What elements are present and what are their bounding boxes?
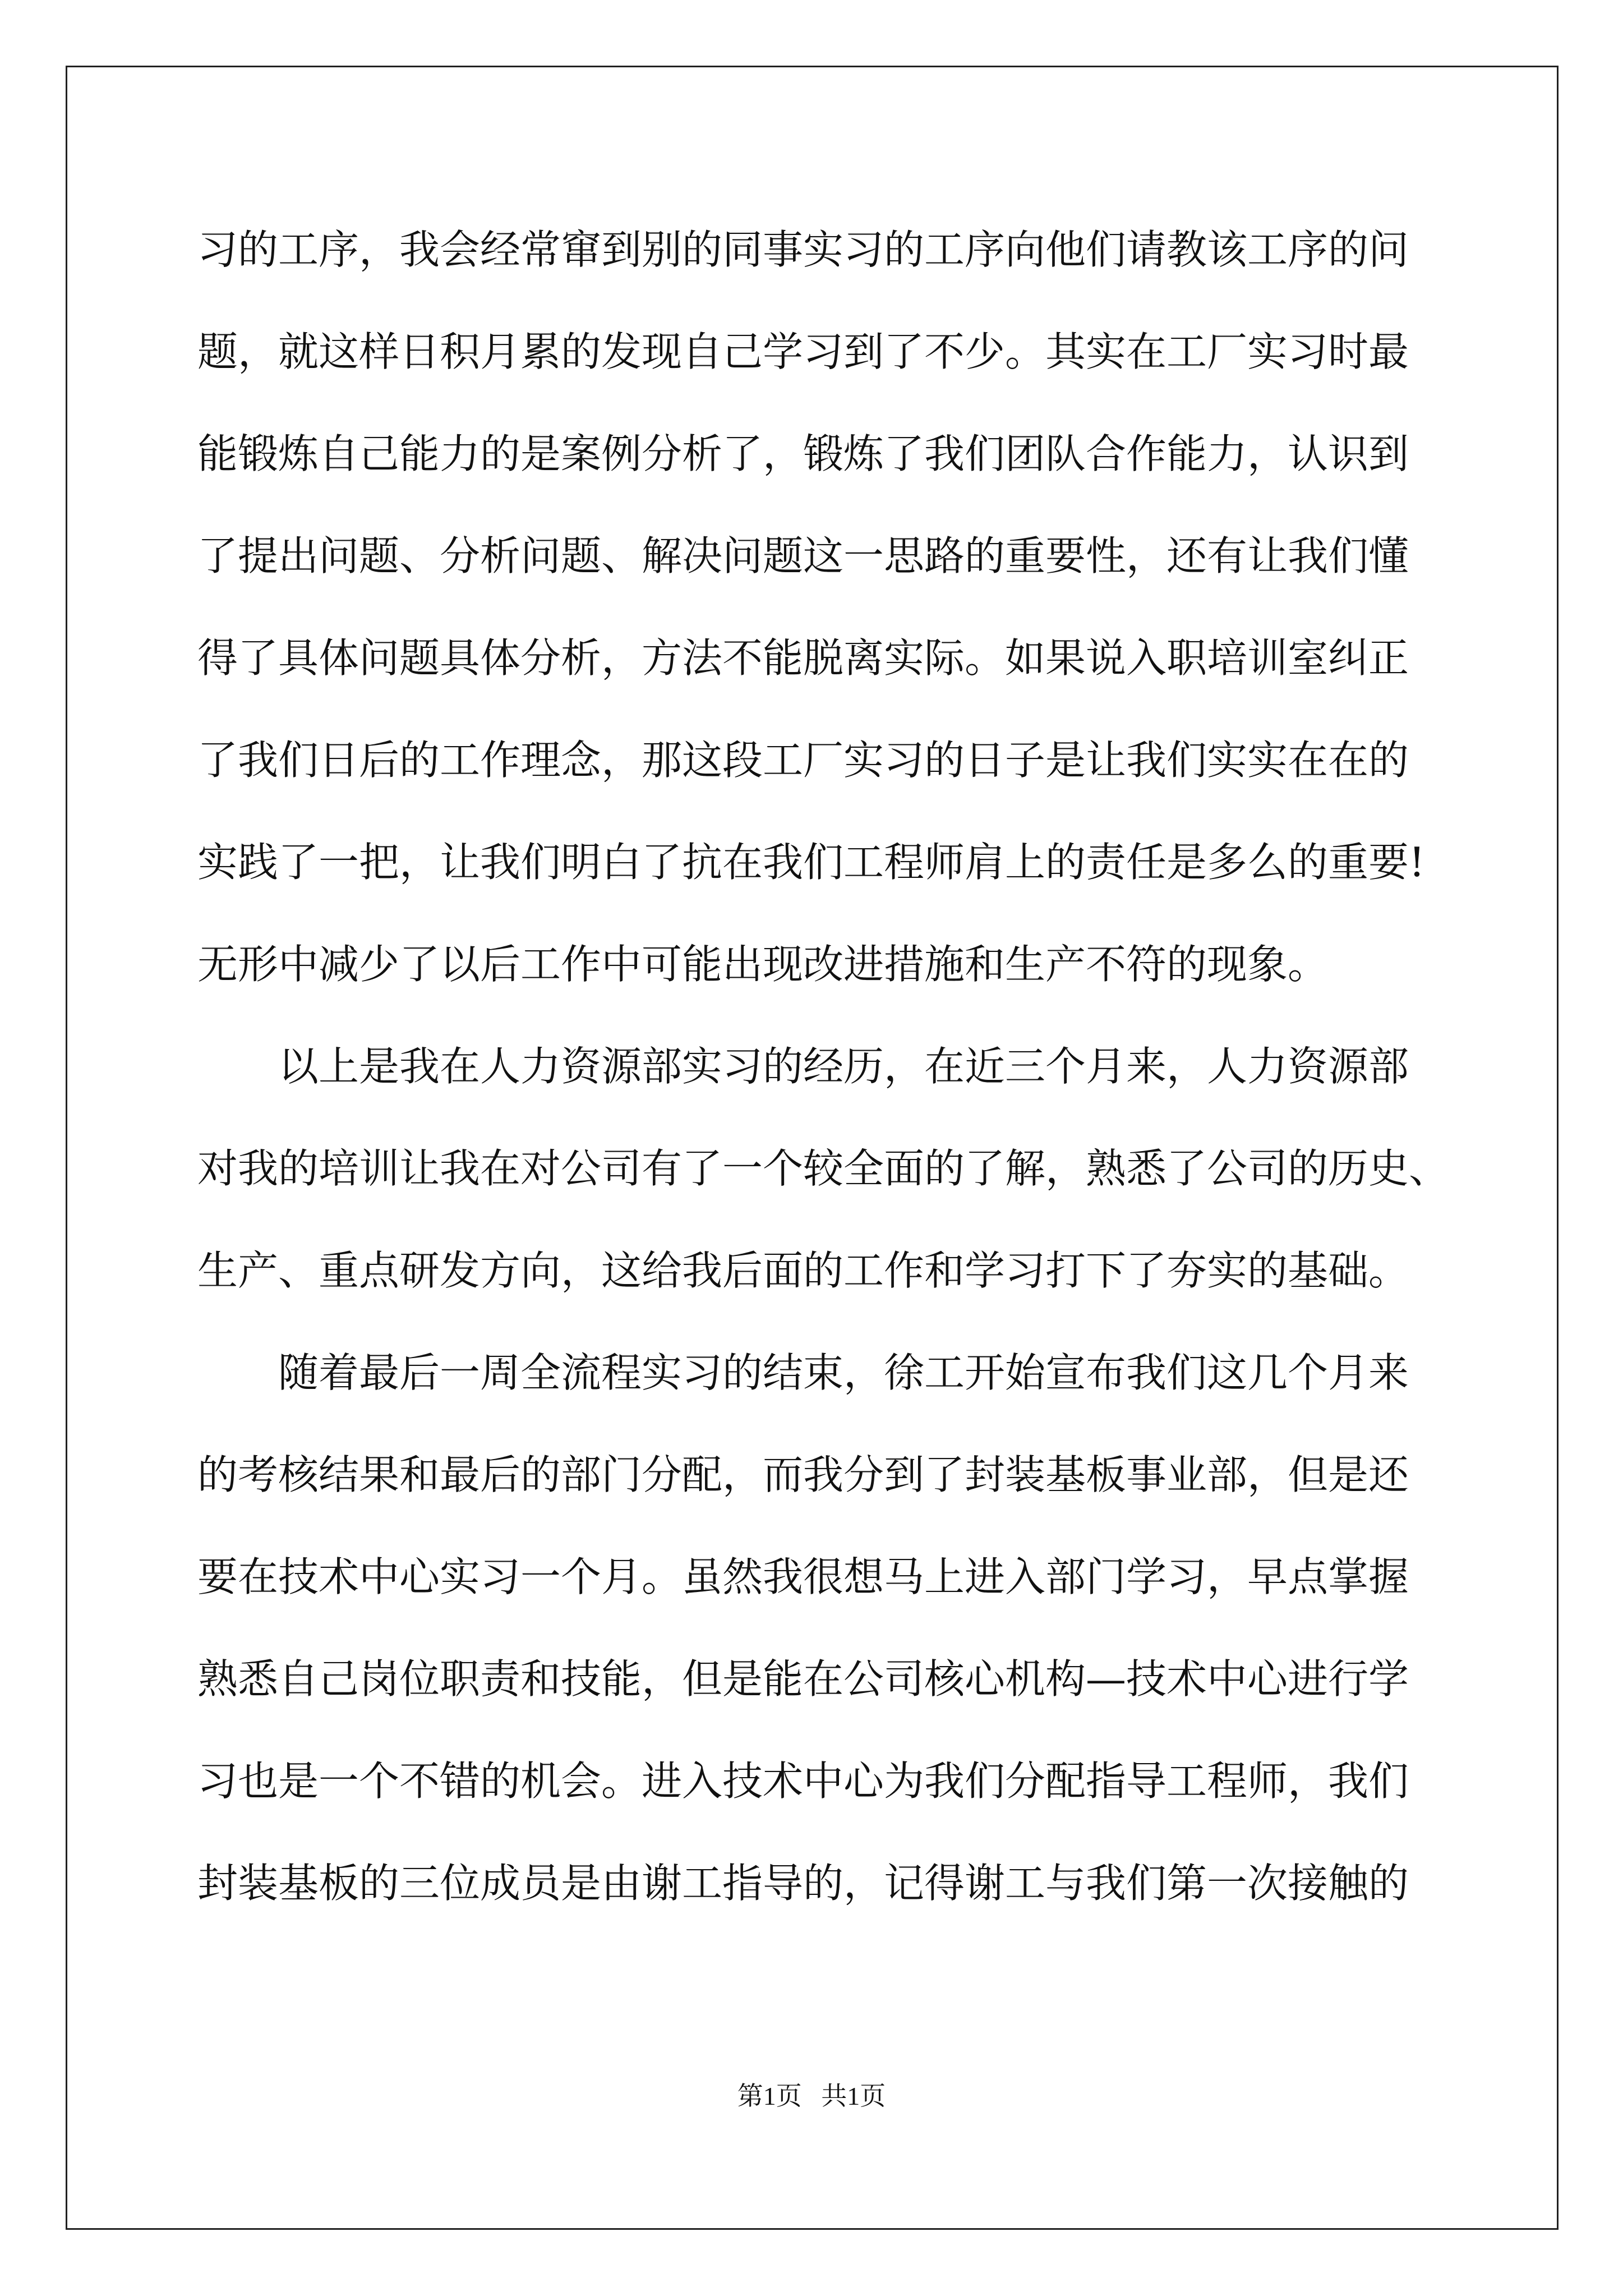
- text-line: 封装基板的三位成员是由谢工指导的，记得谢工与我们第一次接触的: [197, 1860, 1409, 1907]
- text-line: 能锻炼自己能力的是案例分析了，锻炼了我们团队合作能力，认识到: [197, 430, 1409, 477]
- text-line: 无形中减少了以后工作中可能出现改进措施和生产不符的现象。: [197, 941, 1329, 988]
- text-line: 的考核结果和最后的部门分配，而我分到了封装基板事业部，但是还: [197, 1451, 1409, 1498]
- text-line: 随着最后一周全流程实习的结束，徐工开始宣布我们这几个月来: [197, 1349, 1409, 1396]
- text-line: 熟悉自己岗位职责和技能，但是能在公司核心机构—技术中心进行学: [197, 1655, 1409, 1703]
- text-line: 要在技术中心实习一个月。虽然我很想马上进入部门学习，早点掌握: [197, 1553, 1409, 1600]
- text-line: 得了具体问题具体分析，方法不能脱离实际。如果说入职培训室纠正: [197, 634, 1409, 682]
- text-line: 生产、重点研发方向，这给我后面的工作和学习打下了夯实的基础。: [197, 1247, 1409, 1294]
- text-line: 以上是我在人力资源部实习的经历，在近三个月来，人力资源部: [197, 1043, 1409, 1090]
- text-line: 了提出问题、分析问题、解决问题这一思路的重要性，还有让我们懂: [197, 532, 1409, 579]
- text-line: 对我的培训让我在对公司有了一个较全面的了解，熟悉了公司的历史、: [197, 1145, 1450, 1192]
- page-footer: 第1页 共1页: [737, 2082, 886, 2110]
- text-line: 习的工序，我会经常窜到别的同事实习的工序向他们请教该工序的问: [197, 226, 1409, 273]
- text-line: 实践了一把，让我们明白了抗在我们工程师肩上的责任是多么的重要!: [197, 839, 1425, 886]
- text-line: 题，就这样日积月累的发现自己学习到了不少。其实在工厂实习时最: [197, 328, 1409, 375]
- text-line: 了我们日后的工作理念，那这段工厂实习的日子是让我们实实在在的: [197, 737, 1409, 784]
- text-line: 习也是一个不错的机会。进入技术中心为我们分配指导工程师，我们: [197, 1757, 1409, 1805]
